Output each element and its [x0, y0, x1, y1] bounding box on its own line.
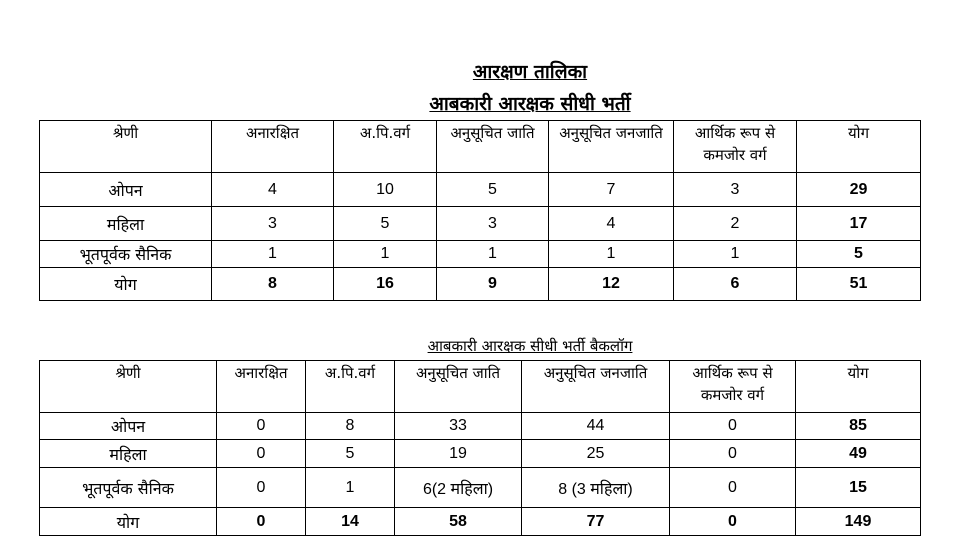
cell: 1	[212, 241, 334, 268]
cell: 4	[549, 207, 674, 241]
cell: 8	[306, 413, 395, 440]
cell: 3	[674, 173, 797, 207]
cell: 1	[437, 241, 549, 268]
header-st: अनुसूचित जनजाति	[549, 121, 674, 173]
table-row	[40, 173, 921, 207]
cell: 0	[670, 468, 796, 508]
header-ews: आर्थिक रूप से कमजोर वर्ग	[674, 121, 797, 173]
cell: 10	[334, 173, 437, 207]
cell: 0	[217, 508, 306, 536]
header-total: योग	[797, 121, 921, 173]
row-total: 5	[797, 241, 921, 268]
cell: 16	[334, 268, 437, 301]
row-total: 49	[796, 440, 921, 468]
cell: 3	[437, 207, 549, 241]
cell: 8	[212, 268, 334, 301]
row-label: योग	[40, 268, 212, 301]
cell: 0	[217, 440, 306, 468]
cell: 5	[437, 173, 549, 207]
cell: 14	[306, 508, 395, 536]
header-category: श्रेणी	[40, 361, 217, 413]
cell: 5	[334, 207, 437, 241]
table2-title: आबकारी आरक्षक सीधी भर्ती बैकलॉग	[427, 337, 633, 355]
table-total-row	[40, 508, 921, 536]
header-obc: अ.पि.वर्ग	[334, 121, 437, 173]
table1-title: आबकारी आरक्षक सीधी भर्ती	[429, 93, 631, 115]
row-total: 17	[797, 207, 921, 241]
cell: 0	[217, 413, 306, 440]
row-total: 29	[797, 173, 921, 207]
cell: 3	[212, 207, 334, 241]
cell: 58	[395, 508, 522, 536]
cell: 12	[549, 268, 674, 301]
row-total: 15	[796, 468, 921, 508]
cell: 4	[212, 173, 334, 207]
table-row	[40, 440, 921, 468]
row-label: ओपन	[40, 413, 217, 440]
row-total: 149	[796, 508, 921, 536]
cell: 2	[674, 207, 797, 241]
row-label: महिला	[40, 440, 217, 468]
cell: 9	[437, 268, 549, 301]
cell: 7	[549, 173, 674, 207]
row-total: 51	[797, 268, 921, 301]
row-label: भूतपूर्वक सैनिक	[40, 241, 212, 268]
table-total-row	[40, 268, 921, 301]
reservation-table	[39, 120, 921, 301]
header-category: श्रेणी	[40, 121, 212, 173]
cell: 44	[522, 413, 670, 440]
table-header-row	[40, 121, 921, 173]
cell: 19	[395, 440, 522, 468]
row-label: योग	[40, 508, 217, 536]
table-row	[40, 241, 921, 268]
cell: 1	[549, 241, 674, 268]
table-row	[40, 413, 921, 440]
table-row	[40, 468, 921, 508]
cell: 0	[670, 508, 796, 536]
cell: 0	[670, 440, 796, 468]
cell: 5	[306, 440, 395, 468]
table-row	[40, 207, 921, 241]
cell: 8 (3 महिला)	[522, 468, 670, 508]
header-st: अनुसूचित जनजाति	[522, 361, 670, 413]
header-unreserved: अनारक्षित	[212, 121, 334, 173]
cell: 6(2 महिला)	[395, 468, 522, 508]
header-unreserved: अनारक्षित	[217, 361, 306, 413]
header-obc: अ.पि.वर्ग	[306, 361, 395, 413]
row-label: ओपन	[40, 173, 212, 207]
header-total: योग	[796, 361, 921, 413]
header-ews: आर्थिक रूप से कमजोर वर्ग	[670, 361, 796, 413]
cell: 33	[395, 413, 522, 440]
row-label: महिला	[40, 207, 212, 241]
backlog-table	[39, 360, 921, 536]
cell: 1	[334, 241, 437, 268]
cell: 0	[217, 468, 306, 508]
header-sc: अनुसूचित जाति	[437, 121, 549, 173]
cell: 1	[306, 468, 395, 508]
cell: 25	[522, 440, 670, 468]
cell: 0	[670, 413, 796, 440]
row-label: भूतपूर्वक सैनिक	[40, 468, 217, 508]
page-title: आरक्षण तालिका	[472, 61, 588, 83]
cell: 77	[522, 508, 670, 536]
cell: 6	[674, 268, 797, 301]
header-sc: अनुसूचित जाति	[395, 361, 522, 413]
table-header-row	[40, 361, 921, 413]
cell: 1	[674, 241, 797, 268]
row-total: 85	[796, 413, 921, 440]
